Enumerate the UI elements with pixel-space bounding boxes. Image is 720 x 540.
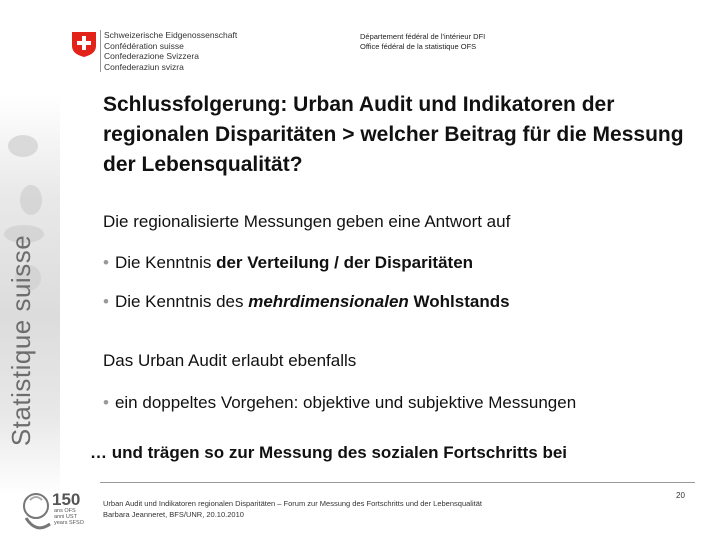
page-number: 20 bbox=[676, 491, 685, 500]
header-separator bbox=[100, 30, 101, 72]
side-label: Statistique suisse bbox=[6, 234, 37, 446]
footer-divider bbox=[100, 482, 695, 483]
slide-title: Schlussfolgerung: Urban Audit und Indikatoren der regionalen Disparitäten > welcher Beitrag für die Messung der Lebensqualität? bbox=[103, 93, 684, 176]
footer-text: Urban Audit und Indikatoren regionalen Disparitäten – Forum zur Messung des Fortschritts und der Lebensqualität Barbara Jeanneret, BFS/UNR, 20.10.2010 bbox=[103, 499, 482, 519]
confederation-names: Schweizerische Eidgenossenschaft Confédération suisse Confederazione Svizzera Confederaziun svizra bbox=[104, 30, 238, 72]
department-info: Département fédéral de l'intérieur DFI Office fédéral de la statistique OFS bbox=[360, 32, 486, 51]
swiss-flag-icon bbox=[70, 30, 98, 58]
bullet-dot: • bbox=[103, 393, 109, 412]
bullet-item: • Die Kenntnis des mehrdimensionalen Wohlstands bbox=[103, 292, 510, 311]
anniversary-text: ans OFS anni UST years SFSO bbox=[54, 508, 84, 526]
paragraph-text: Das Urban Audit erlaubt ebenfalls bbox=[103, 351, 357, 370]
bullet-item: • ein doppeltes Vorgehen: objektive und subjektive Messungen bbox=[103, 393, 577, 412]
intro-text: Die regionalisierte Messungen geben eine Antwort auf bbox=[103, 212, 511, 231]
conclusion-text: … und trägen so zur Messung des sozialen Fortschritts bei bbox=[90, 443, 568, 462]
bullet-dot: • bbox=[103, 292, 109, 311]
anniversary-number: 150 bbox=[52, 490, 81, 509]
bullet-dot: • bbox=[103, 253, 109, 272]
bullet-item: • Die Kenntnis der Verteilung / der Disparitäten bbox=[103, 253, 474, 272]
